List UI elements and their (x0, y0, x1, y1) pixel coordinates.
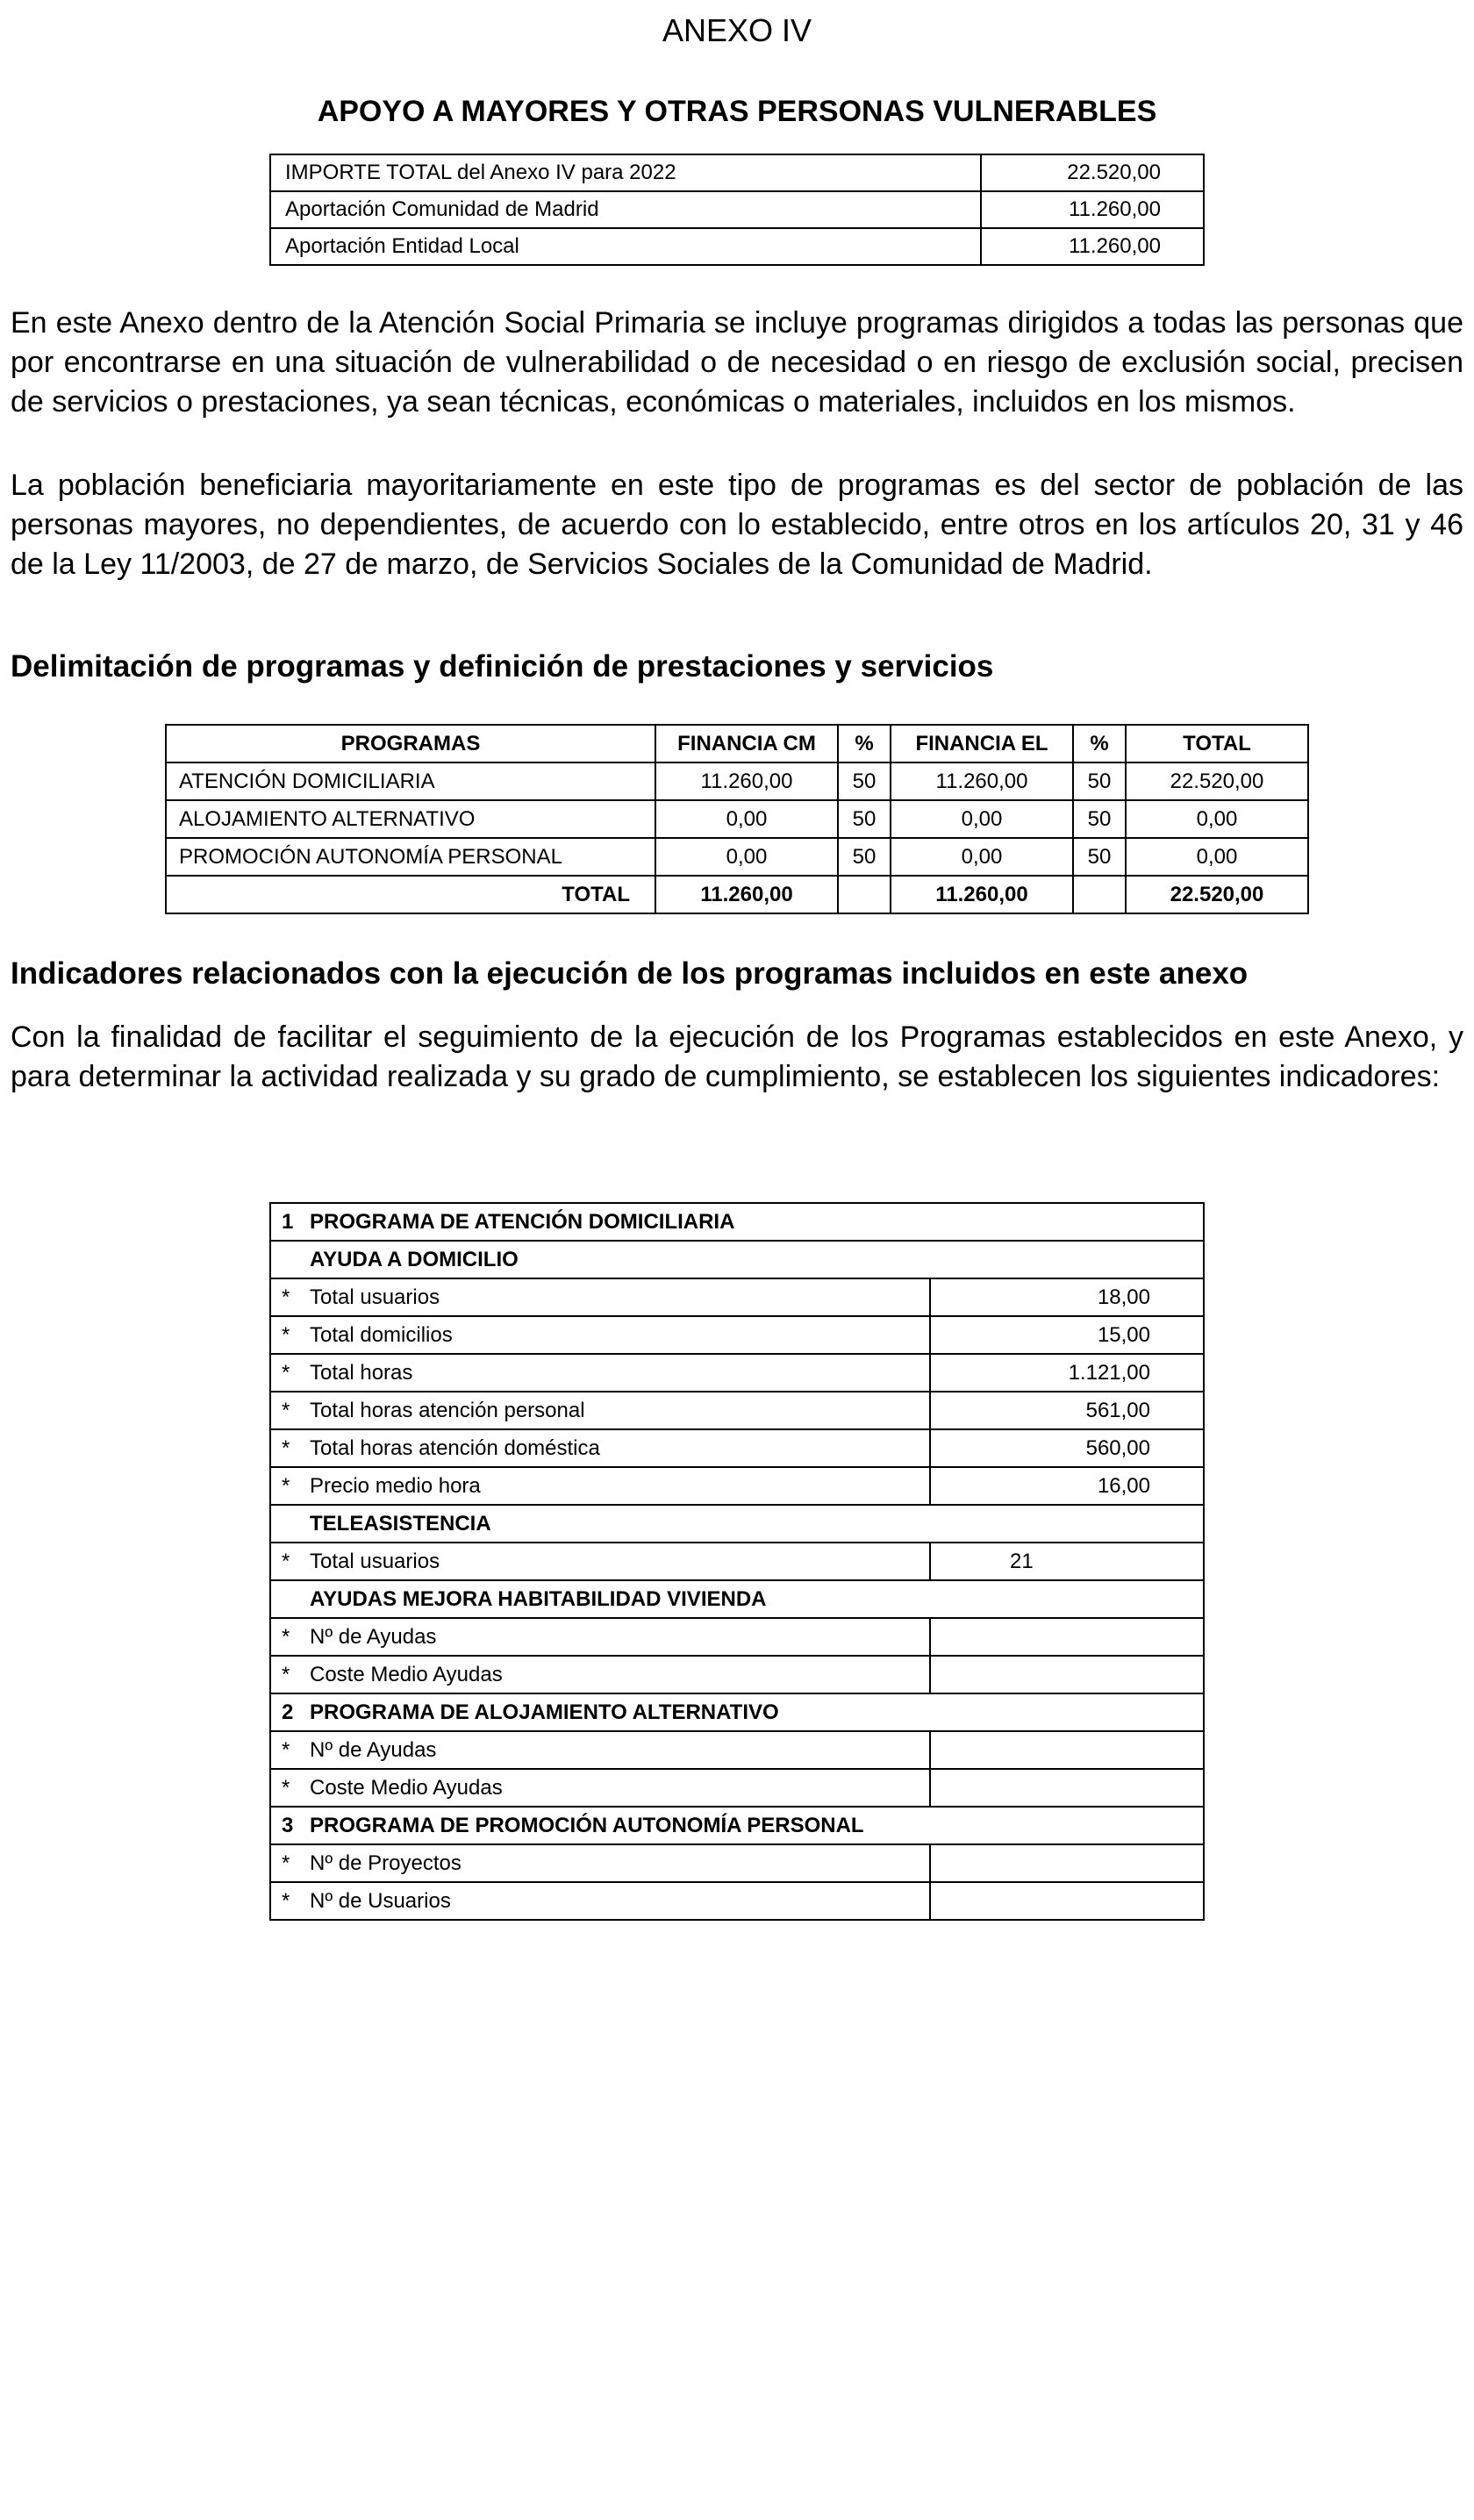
table-row (270, 1429, 1204, 1467)
indicator-value: 15,00 (930, 1316, 1204, 1354)
section-number: 2 (282, 1700, 294, 1724)
section-row (270, 1693, 1204, 1731)
indicator-text: Total horas atención personal (310, 1398, 585, 1422)
section-title (270, 1693, 1204, 1731)
table-row (166, 838, 1308, 876)
indicator-text: Total usuarios (310, 1285, 440, 1309)
bullet-star: * (282, 1285, 290, 1309)
section-title-text: PROGRAMA DE PROMOCIÓN AUTONOMÍA PERSONAL (310, 1813, 864, 1837)
indicator-label (270, 1354, 930, 1392)
table-row (270, 1354, 1204, 1392)
total-cm: 11.260,00 (655, 876, 838, 913)
bullet-star: * (282, 1322, 290, 1347)
indicator-text: Nº de Usuarios (310, 1888, 451, 1913)
column-header: % (1073, 725, 1126, 762)
heading-delimitacion: Delimitación de programas y definición de prestaciones y servicios (11, 649, 994, 684)
subsection-title: TELEASISTENCIA (270, 1505, 1204, 1543)
column-header: PROGRAMAS (166, 725, 655, 762)
programs-table (165, 724, 1309, 914)
bullet-star: * (282, 1888, 290, 1913)
indicator-label (270, 1844, 930, 1882)
section-title (270, 1203, 1204, 1241)
subsection-title: AYUDA A DOMICILIO (270, 1241, 1204, 1278)
table-row (270, 1769, 1204, 1807)
cell: 50 (838, 800, 891, 838)
bullet-star: * (282, 1624, 290, 1649)
table-row (270, 1543, 1204, 1580)
program-name: PROMOCIÓN AUTONOMÍA PERSONAL (166, 838, 655, 876)
indicator-value: 16,00 (930, 1467, 1204, 1505)
bullet-star: * (282, 1435, 290, 1460)
section-title-text: PROGRAMA DE ATENCIÓN DOMICILIARIA (310, 1209, 735, 1234)
column-header: FINANCIA EL (891, 725, 1073, 762)
program-name: ATENCIÓN DOMICILIARIA (166, 762, 655, 800)
cell: 11.260,00 (655, 762, 838, 800)
indicator-label (270, 1543, 930, 1580)
total-value: 22.520,00 (1126, 876, 1308, 913)
bullet-star: * (282, 1775, 290, 1800)
bullet-star: * (282, 1851, 290, 1875)
bullet-star: * (282, 1360, 290, 1385)
subsection-row (270, 1580, 1204, 1618)
bullet-star: * (282, 1549, 290, 1573)
bullet-star: * (282, 1398, 290, 1422)
paragraph-indicadores: Con la finalidad de facilitar el seguimiento de la ejecución de los Programas establecidos en este Anexo, y para determinar la actividad realizada y su grado de cumplimiento, se establecen los siguientes indicadores: (11, 1020, 1463, 1093)
table-row (270, 154, 1204, 191)
cell: 22.520,00 (1126, 762, 1308, 800)
total-el: 11.260,00 (891, 876, 1073, 913)
indicator-text: Coste Medio Ayudas (310, 1775, 503, 1800)
paragraph-intro: En este Anexo dentro de la Atención Social Primaria se incluye programas dirigidos a todas las personas que por encontrarse en una situación de vulnerabilidad o de necesidad o en riesgo de exclusión social, precisen de servicios o prestaciones, ya sean técnicas, económicas o materiales, incluidos en los mismos. (11, 306, 1463, 419)
table-row (270, 1278, 1204, 1316)
table-row (166, 762, 1308, 800)
indicator-label (270, 1882, 930, 1920)
table-row (270, 191, 1204, 228)
main-title: APOYO A MAYORES Y OTRAS PERSONAS VULNERABLES (317, 95, 1157, 128)
indicator-label (270, 1429, 930, 1467)
heading-indicadores: Indicadores relacionados con la ejecución de los programas incluidos en este anexo (11, 956, 1249, 991)
bullet-star: * (282, 1737, 290, 1762)
indicator-text: Total horas (310, 1360, 413, 1385)
importe-label: IMPORTE TOTAL del Anexo IV para 2022 (270, 154, 981, 191)
cell: 0,00 (891, 800, 1073, 838)
table-row (270, 1731, 1204, 1769)
indicator-text: Total domicilios (310, 1322, 453, 1347)
indicator-text: Coste Medio Ayudas (310, 1662, 503, 1686)
indicator-text: Precio medio hora (310, 1473, 481, 1498)
section-title (270, 1807, 1204, 1844)
cell: 0,00 (1126, 800, 1308, 838)
indicator-label (270, 1731, 930, 1769)
program-name: ALOJAMIENTO ALTERNATIVO (166, 800, 655, 838)
table-row (270, 228, 1204, 265)
bullet-star: * (282, 1473, 290, 1498)
table-row (270, 1467, 1204, 1505)
cell: 0,00 (891, 838, 1073, 876)
bullet-star: * (282, 1662, 290, 1686)
importe-label: Aportación Comunidad de Madrid (270, 191, 981, 228)
indicator-text: Nº de Ayudas (310, 1737, 437, 1762)
indicator-text: Total horas atención doméstica (310, 1435, 600, 1460)
indicator-label (270, 1392, 930, 1429)
indicator-label (270, 1618, 930, 1656)
indicator-label (270, 1467, 930, 1505)
table-row (270, 1618, 1204, 1656)
column-header: TOTAL (1126, 725, 1308, 762)
paragraph-beneficiaries: La población beneficiaria mayoritariamente en este tipo de programas es del sector de población de las personas mayores, no dependientes, de acuerdo con lo establecido, entre otros en los artículos 20, 31 y 46 de la Ley 11/2003, de 27 de marzo, de Servicios Sociales de la Comunidad de Madrid. (11, 469, 1463, 581)
table-row (270, 1882, 1204, 1920)
indicator-value (930, 1731, 1204, 1769)
table-total-row (166, 876, 1308, 913)
table-row (270, 1392, 1204, 1429)
empty-cell (838, 876, 891, 913)
indicator-label (270, 1769, 930, 1807)
cell: 50 (1073, 838, 1126, 876)
table-row (270, 1844, 1204, 1882)
indicator-value (930, 1882, 1204, 1920)
indicator-value: 21 (930, 1543, 1204, 1580)
table-row (270, 1316, 1204, 1354)
table-header-row (166, 725, 1308, 762)
indicator-value (930, 1656, 1204, 1693)
indicator-label (270, 1278, 930, 1316)
total-label: TOTAL (166, 876, 655, 913)
indicator-value: 560,00 (930, 1429, 1204, 1467)
indicator-label (270, 1316, 930, 1354)
cell: 0,00 (1126, 838, 1308, 876)
indicator-value: 18,00 (930, 1278, 1204, 1316)
column-header: % (838, 725, 891, 762)
empty-cell (1073, 876, 1126, 913)
section-title-text: PROGRAMA DE ALOJAMIENTO ALTERNATIVO (310, 1700, 779, 1724)
cell: 0,00 (655, 800, 838, 838)
indicator-text: Nº de Proyectos (310, 1851, 462, 1875)
table-row (166, 800, 1308, 838)
cell: 50 (1073, 762, 1126, 800)
section-row (270, 1807, 1204, 1844)
importe-value: 11.260,00 (981, 228, 1204, 265)
indicator-value: 1.121,00 (930, 1354, 1204, 1392)
cell: 50 (838, 838, 891, 876)
annex-title: ANEXO IV (662, 12, 812, 48)
indicators-table (269, 1202, 1205, 1921)
column-header: FINANCIA CM (655, 725, 838, 762)
table-row (270, 1656, 1204, 1693)
section-number: 1 (282, 1209, 294, 1234)
indicator-text: Total usuarios (310, 1549, 440, 1573)
indicator-value (930, 1769, 1204, 1807)
importe-label: Aportación Entidad Local (270, 228, 981, 265)
indicator-label (270, 1656, 930, 1693)
indicator-text: Nº de Ayudas (310, 1624, 437, 1649)
cell: 50 (1073, 800, 1126, 838)
subsection-row (270, 1505, 1204, 1543)
cell: 11.260,00 (891, 762, 1073, 800)
section-row (270, 1203, 1204, 1241)
cell: 0,00 (655, 838, 838, 876)
cell: 50 (838, 762, 891, 800)
section-number: 3 (282, 1813, 294, 1837)
importe-value: 22.520,00 (981, 154, 1204, 191)
indicator-value: 561,00 (930, 1392, 1204, 1429)
subsection-title: AYUDAS MEJORA HABITABILIDAD VIVIENDA (270, 1580, 1204, 1618)
importe-value: 11.260,00 (981, 191, 1204, 228)
importe-table (269, 154, 1205, 266)
subsection-row (270, 1241, 1204, 1278)
indicator-value (930, 1844, 1204, 1882)
indicator-value (930, 1618, 1204, 1656)
